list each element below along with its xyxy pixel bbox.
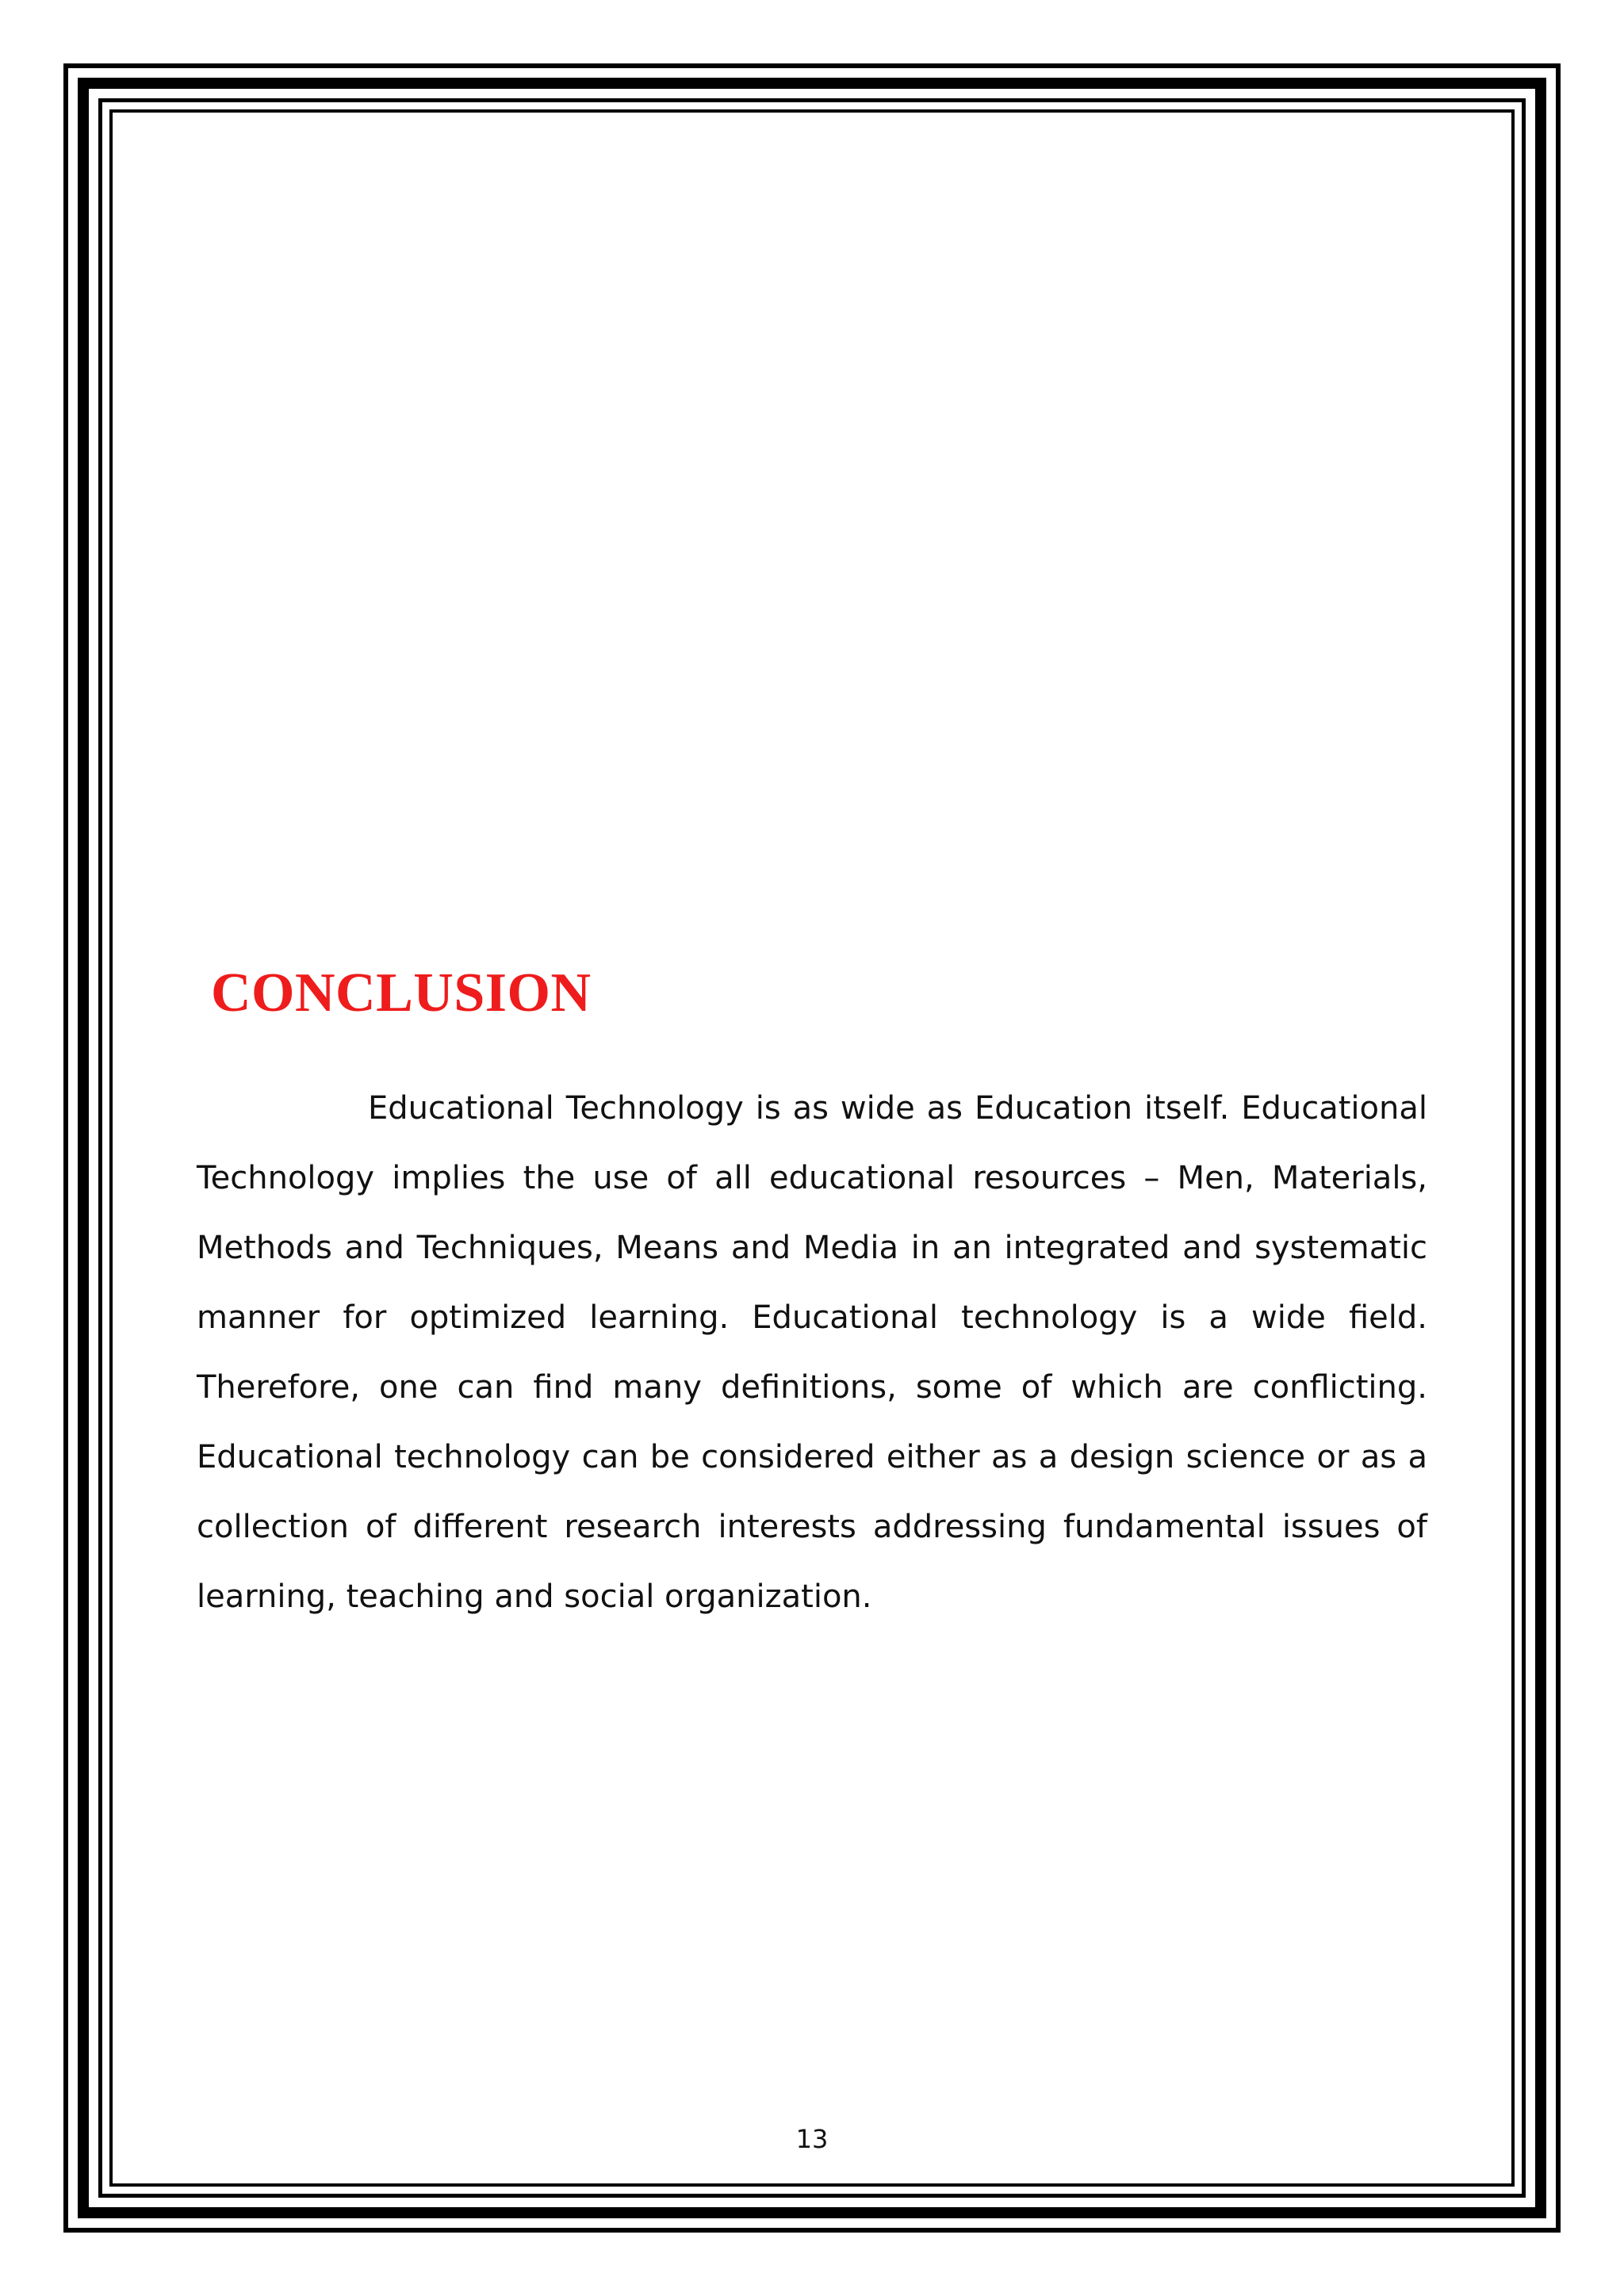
section-heading: CONCLUSION — [211, 962, 592, 1024]
conclusion-paragraph: Educational Technology is as wide as Education itself. Educational Technology implies the use of all educational resources – Men, Materials, Methods and Techniques, Means and Media in an integrated and systematic manner for optimized learning. Educational technology is a wide field. Therefore, one can find many definitions, some of which are conflicting. Educational technology can be considered either as a design science or as a collection of different research interests addressing fundamental issues of learning, teaching and social organization. — [197, 1090, 1427, 1615]
page-number: 13 — [795, 2124, 829, 2154]
